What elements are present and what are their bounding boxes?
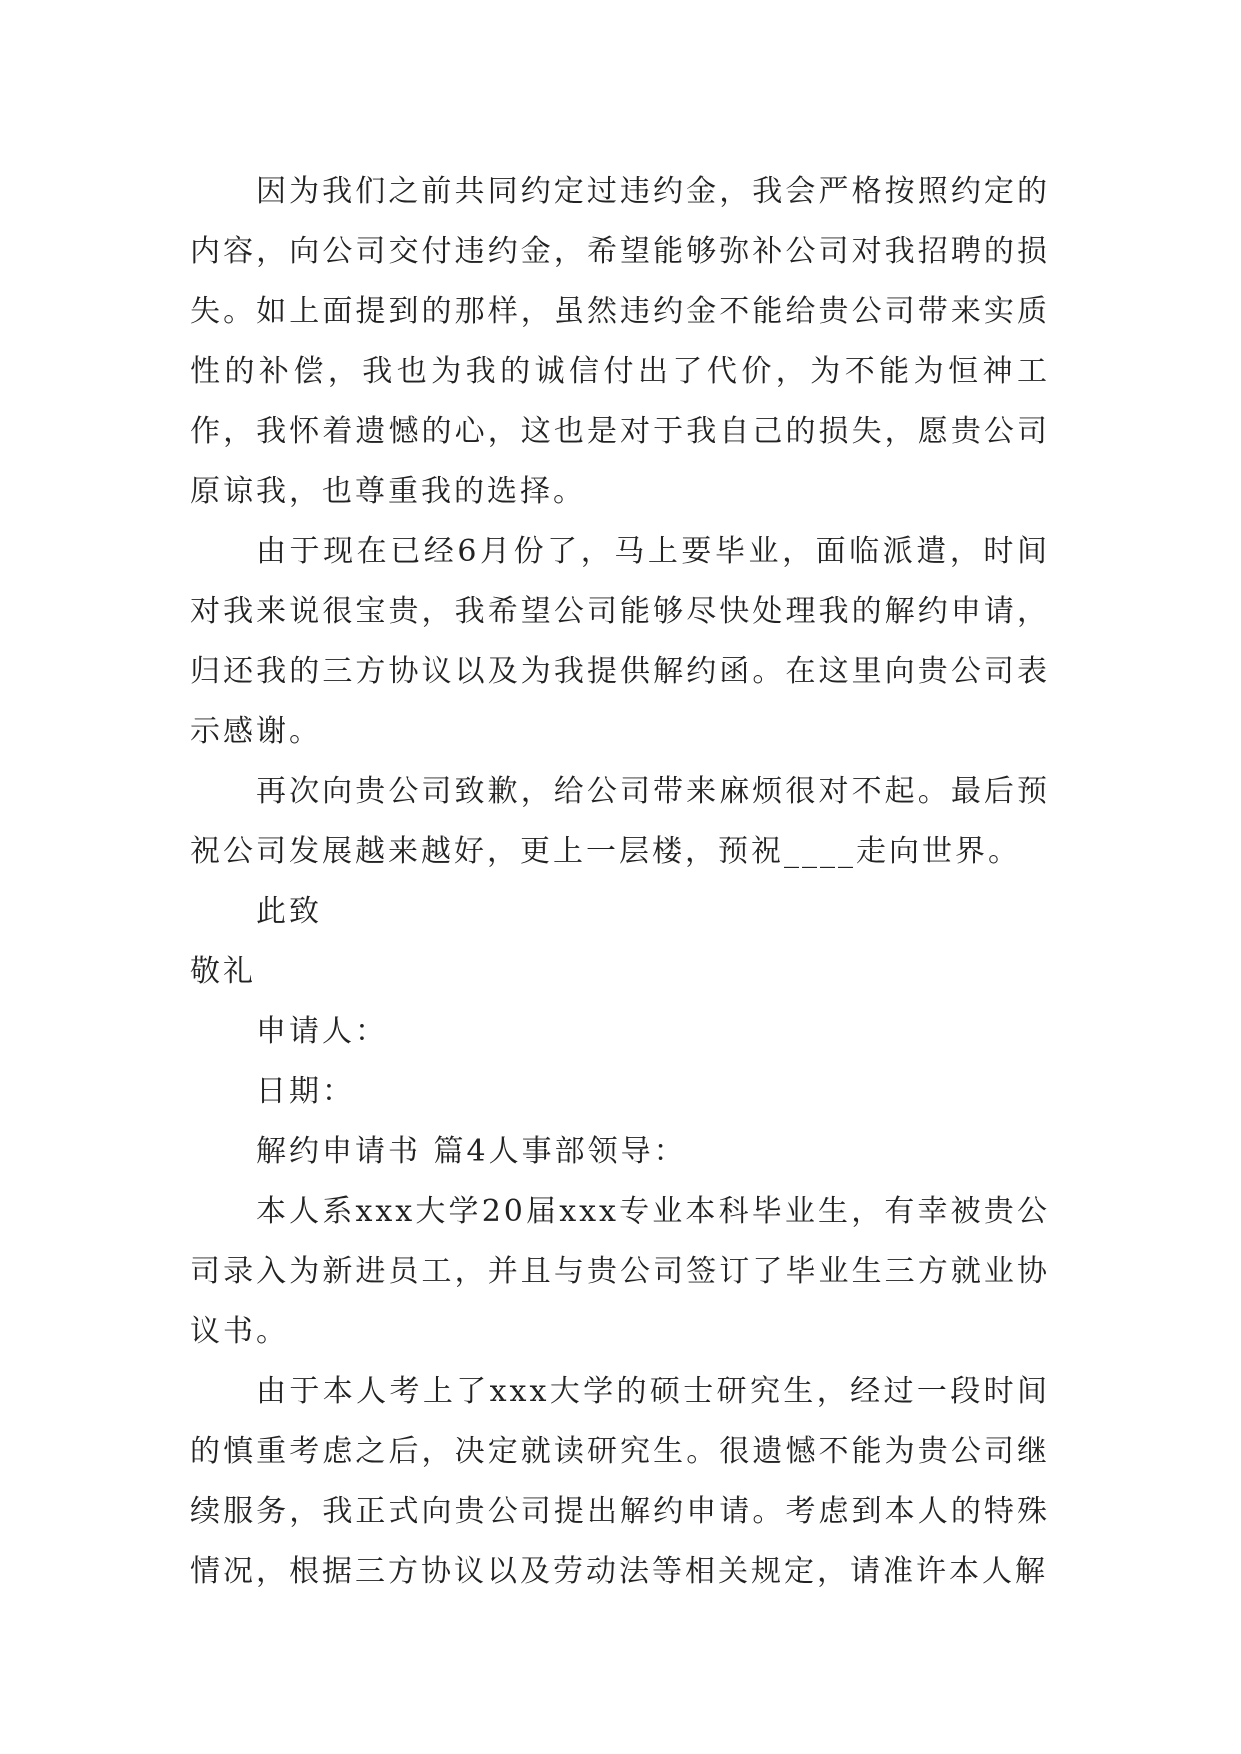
paragraph-penalty: 因为我们之前共同约定过违约金，我会严格按照约定的内容，向公司交付违约金，希望能够弥补公司对我招聘的损失。如上面提到的那样，虽然违约金不能给贵公司带来实质性的补偿，我也为我的诚信付出了代价，为不能为恒神工作，我怀着遗憾的心，这也是对于我自己的损失，愿贵公司原谅我，也尊重我的选择。 [190, 174, 1050, 509]
salutation-cizhi: 此致 [256, 894, 322, 929]
date-label: 日期： [256, 1074, 355, 1109]
applicant-label: 申请人： [256, 1014, 388, 1049]
paragraph-introduction: 本人系xxx大学20届xxx专业本科毕业生，有幸被贵公司录入为新进员工，并且与贵公司签订了毕业生三方就业协议书。 [190, 1194, 1050, 1349]
paragraph-termination-reason: 由于本人考上了xxx大学的硕士研究生，经过一段时间的慎重考虑之后，决定就读研究生。很遗憾不能为贵公司继续服务，我正式向贵公司提出解约申请。考虑到本人的特殊情况，根据三方协议以及劳动法等相关规定，请准许本人解 [190, 1374, 1050, 1589]
document-body [190, 162, 1050, 1602]
section-heading: 解约申请书 篇4人事部领导： [256, 1134, 687, 1169]
paragraph-graduation: 由于现在已经6月份了，马上要毕业，面临派遣，时间对我来说很宝贵，我希望公司能够尽快处理我的解约申请，归还我的三方协议以及为我提供解约函。在这里向贵公司表示感谢。 [190, 534, 1050, 749]
salutation-jingli: 敬礼 [190, 954, 256, 989]
paragraph-apology: 再次向贵公司致歉，给公司带来麻烦很对不起。最后预祝公司发展越来越好，更上一层楼，预祝____走向世界。 [190, 774, 1050, 869]
